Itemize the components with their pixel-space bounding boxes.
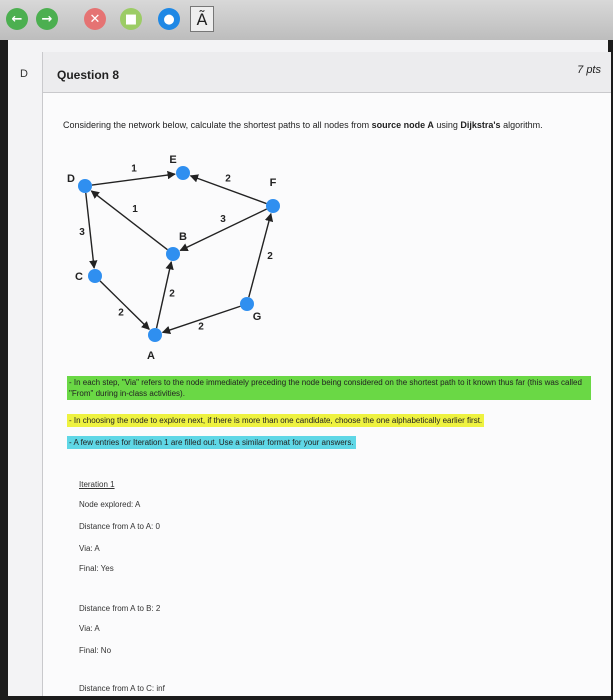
- question-header: [43, 52, 611, 93]
- question-prompt: [63, 120, 543, 130]
- edge-weight-F-B: 3: [220, 214, 226, 225]
- node-B: [166, 247, 180, 261]
- prompt-source-node: source node A: [371, 120, 434, 130]
- edge-weight-F-E: 2: [225, 173, 231, 185]
- question-card: [42, 52, 611, 696]
- network-graph: [43, 142, 611, 372]
- edge-D-E: [92, 174, 175, 185]
- iteration-title: Iteration 1: [79, 480, 115, 489]
- node-F: [266, 199, 280, 213]
- prompt-end: algorithm.: [500, 120, 543, 130]
- edge-weight-G-A: 2: [198, 321, 204, 333]
- question-title: Question 8: [57, 68, 120, 82]
- edge-B-D: [91, 191, 167, 250]
- final-a: Final: Yes: [79, 564, 114, 573]
- text-icon[interactable]: Ã: [190, 6, 214, 32]
- prompt-algorithm: Dijkstra's: [460, 120, 501, 130]
- flag-icon[interactable]: D: [20, 68, 28, 80]
- via-a: Via: A: [79, 544, 100, 553]
- edge-weight-D-C: 3: [79, 227, 85, 238]
- edge-weight-A-B: 2: [169, 288, 175, 300]
- prompt-mid: using: [433, 120, 461, 130]
- edge-C-A: [100, 281, 149, 329]
- note-format: - A few entries for Iteration 1 are filled out. Use a similar format for your answers.: [69, 438, 354, 447]
- node-label-E: E: [169, 154, 177, 166]
- node-explored: Node explored: A: [79, 500, 141, 509]
- prompt-text: Considering the network below, calculate the shortest paths to all nodes from: [63, 120, 372, 130]
- node-label-F: F: [269, 177, 277, 189]
- forward-icon[interactable]: →: [36, 8, 58, 30]
- node-label-C: C: [75, 271, 83, 283]
- left-gutter: [8, 40, 42, 696]
- node-G: [240, 297, 254, 311]
- browser-toolbar: [0, 0, 613, 40]
- node-D: [78, 179, 92, 193]
- node-label-G: G: [252, 311, 262, 323]
- node-label-B: B: [179, 231, 187, 243]
- edge-D-C: [86, 193, 94, 268]
- edge-weight-B-D: 1: [132, 204, 138, 215]
- close-icon[interactable]: ✕: [84, 8, 106, 30]
- final-b: Final: No: [79, 646, 112, 655]
- distance-a: Distance from A to A: 0: [79, 522, 160, 531]
- distance-c: Distance from A to C: inf: [79, 684, 165, 693]
- note-alphabetical: - In choosing the node to explore next, if there is more than one candidate, choose the one alphabetically earlier first.: [69, 416, 483, 425]
- question-points: 7 pts: [577, 64, 601, 76]
- node-label-A: A: [147, 350, 155, 362]
- node-A: [148, 328, 162, 342]
- puzzle-icon[interactable]: ■: [120, 8, 142, 30]
- via-b: Via: A: [79, 624, 100, 633]
- edge-weight-G-F: 2: [267, 251, 273, 262]
- distance-b: Distance from A to B: 2: [79, 604, 161, 613]
- node-E: [176, 166, 190, 180]
- edge-weight-C-A: 2: [118, 307, 124, 319]
- globe-icon[interactable]: ●: [158, 8, 180, 30]
- edge-weight-D-E: 1: [131, 163, 137, 175]
- note-via: - In each step, "Via" refers to the node immediately preceding the node being considered on the shortest path to it known thus far (this was called "From" during in-class activities).: [67, 376, 591, 400]
- back-icon[interactable]: ←: [6, 8, 28, 30]
- node-C: [88, 269, 102, 283]
- node-label-D: D: [67, 173, 75, 185]
- quiz-page: [8, 40, 608, 696]
